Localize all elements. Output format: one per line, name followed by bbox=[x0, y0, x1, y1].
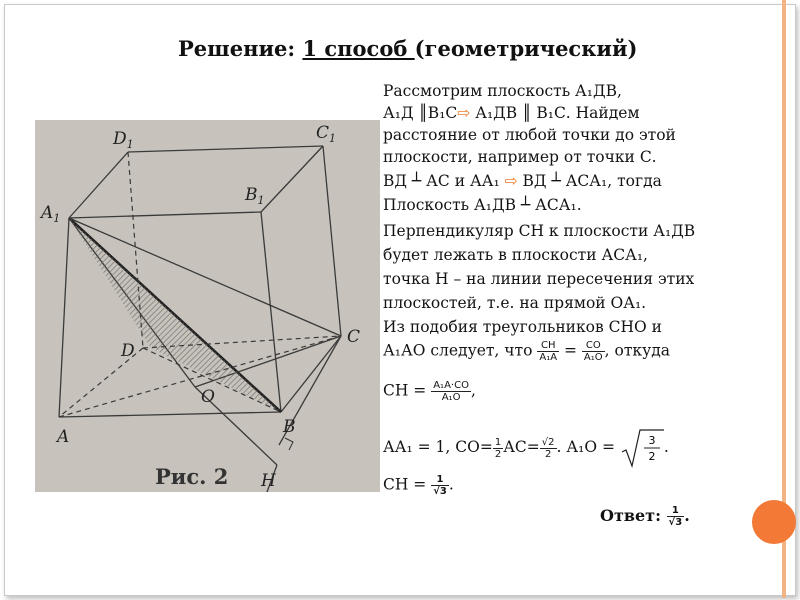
title-method: 1 способ bbox=[302, 36, 415, 61]
solution-line-10: плоскостей, т.е. на прямой ОА₁. bbox=[383, 294, 647, 312]
label-h: H bbox=[261, 471, 276, 491]
label-d: D bbox=[121, 341, 135, 361]
solution-line-15: СН = $\frac{1}{√3}$ . bbox=[383, 474, 454, 497]
solution-line-4: плоскости, например от точки С. bbox=[383, 148, 657, 166]
label-c1: $C_1$ bbox=[316, 123, 337, 145]
solution-line-1: Рассмотрим плоскость А₁ДВ, bbox=[383, 82, 622, 100]
fraction-co-a1o: $\frac{СО}{\text{А₁О}}$ bbox=[583, 340, 603, 363]
solution-line-3: расстояние от любой точки до этой bbox=[383, 126, 676, 144]
implication-arrow-icon: ⇨ bbox=[457, 104, 471, 122]
decorative-orange-circle bbox=[752, 500, 796, 544]
label-b: B bbox=[283, 417, 296, 437]
fraction-ch-a1a: $\frac{СН}{\text{А₁А}}$ bbox=[539, 340, 558, 363]
label-d1: $D_1$ bbox=[113, 129, 134, 151]
solution-line-14: АА₁ = 1, СО= $\frac{1}{2}$ АС= $\frac{√2}{2}$ . А₁О = 3 2 . bbox=[383, 428, 669, 468]
title-prefix: Решение: bbox=[178, 36, 303, 61]
label-o: O bbox=[201, 387, 215, 407]
geometry-figure bbox=[35, 120, 380, 492]
implication-arrow-icon: ⇨ bbox=[504, 172, 518, 190]
svg-text:3: 3 bbox=[648, 434, 656, 447]
solution-line-11: Из подобия треугольников СНО и bbox=[383, 318, 663, 336]
label-b1: $B_1$ bbox=[245, 185, 265, 207]
fraction-ch-formula: $\frac{\text{А₁А·СО}}{\text{А₁О}}$ bbox=[433, 380, 469, 403]
title-suffix: (геометрический) bbox=[414, 36, 638, 61]
figure-caption: Рис. 2 bbox=[155, 464, 229, 489]
answer-fraction: $\frac{1}{√3}$ bbox=[668, 505, 683, 528]
label-c: C bbox=[347, 327, 361, 347]
answer-label: Ответ: bbox=[600, 506, 667, 525]
solution-line-13: СН = $\frac{\text{А₁А·СО}}{\text{А₁О}}$ , bbox=[383, 380, 476, 403]
label-a1: $A_1$ bbox=[41, 203, 61, 225]
solution-line-6: Плоскость А₁ДВ ┴ АСА₁. bbox=[383, 196, 582, 214]
label-a: A bbox=[57, 427, 70, 447]
solution-line-12: А₁АО следует, что $\frac{СН}{\text{А₁А}}$ = $\frac{СО}{\text{А₁О}}$ , откуда bbox=[383, 340, 671, 363]
fraction-sqrt2-half: $\frac{√2}{2}$ bbox=[541, 436, 555, 460]
solution-line-5: ВД ┴ АС и АА₁ ⇨ ВД ┴ АСА₁, тогда bbox=[383, 172, 662, 190]
solution-line-9: точка Н – на линии пересечения этих bbox=[383, 270, 695, 288]
solution-line-8: будет лежать в плоскости АСА₁, bbox=[383, 246, 648, 264]
page-title bbox=[178, 36, 637, 61]
fraction-one-half: $\frac{1}{2}$ bbox=[494, 436, 502, 460]
solution-line-7: Перпендикуляр СН к плоскости А₁ДВ bbox=[383, 222, 696, 240]
solution-line-2: А₁Д ║В₁С⇨ А₁ДВ ║ В₁С. Найдем bbox=[383, 104, 640, 122]
svg-text:2: 2 bbox=[648, 450, 656, 463]
fraction-one-over-sqrt3: $\frac{1}{√3}$ bbox=[433, 474, 447, 497]
answer: Ответ: $\frac{1}{√3}$ . bbox=[600, 505, 690, 528]
sqrt-three-halves bbox=[620, 428, 664, 468]
